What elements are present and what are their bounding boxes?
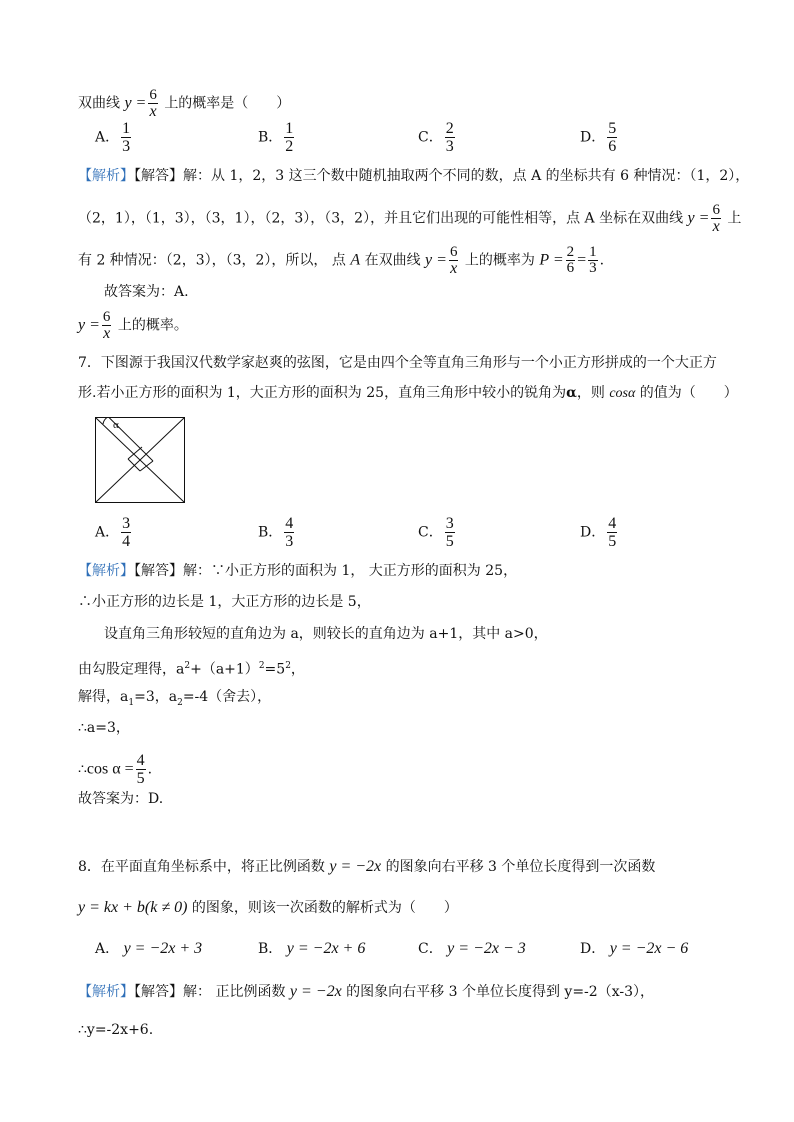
answer-tag: 【解答】 bbox=[134, 984, 183, 1000]
q7-option-c[interactable]: C． $\frac{3}{5}$ bbox=[418, 515, 454, 550]
q6-analysis: y = $\frac{6}{x}$ 上的概率。 bbox=[78, 309, 188, 342]
q6-option-c[interactable]: C． $\frac{2}{3}$ bbox=[418, 120, 454, 155]
q6-option-d-fraction: $\frac{5}{6}$ bbox=[608, 120, 617, 155]
q7-option-b[interactable]: B． $\frac{4}{3}$ bbox=[258, 515, 294, 550]
q7-stem-line2: 形.若小正方形的面积为 1，大正方形的面积为 25，直角三角形中较小的锐角为α，则 cosα 的值为（ ） bbox=[78, 385, 738, 401]
q7-option-a[interactable]: A． $\frac{3}{4}$ bbox=[95, 515, 131, 550]
q6-stem-equation: y = bbox=[124, 94, 147, 112]
q6-option-c-fraction: $\frac{2}{3}$ bbox=[445, 120, 454, 155]
q6-option-b-fraction: $\frac{1}{2}$ bbox=[285, 120, 294, 155]
q7-solution-line7: ∴cos α = $\frac{4}{5}$ . bbox=[78, 752, 153, 787]
q6-option-d[interactable]: D． $\frac{5}{6}$ bbox=[580, 120, 617, 155]
q7-solution-line6: ∴a=3， bbox=[78, 720, 130, 736]
q7-answer: 故答案为：D. bbox=[78, 791, 164, 807]
q6-solution-line2: （2，1），（1，3），（3，1），（2，3），（3，2），并且它们出现的可能性相等，点 A 坐标在双曲线 y = $\frac{6}{x}$ 上 bbox=[78, 202, 742, 235]
q8-solution-line2: ∴y=-2x+6. bbox=[78, 1022, 154, 1038]
q7-solution-line4: 由勾股定理得，$a^2+(a+1)^2=5^2$， bbox=[78, 661, 305, 678]
q6-option-a-fraction: $\frac{1}{3}$ bbox=[122, 120, 131, 155]
q6-stem-tail: 上的概率是（ ） bbox=[164, 95, 291, 112]
q6-stem-fraction: $\frac{6}{x}$ bbox=[149, 87, 157, 120]
q6-option-b[interactable]: B． $\frac{1}{2}$ bbox=[258, 120, 294, 155]
q8-stem-line2: y = kx + b(k ≠ 0) 的图象，则该一次函数的解析式为（ ） bbox=[78, 899, 458, 916]
q8-solution-line1: 【解析】【解答】解： 正比例函数 y = −2x 的图象向右平移 3 个单位长度得到 y=-2（x-3）， bbox=[78, 983, 654, 1000]
q7-stem-line1: 7．下图源于我国汉代数学家赵爽的弦图，它是由四个全等直角三角形与一个小正方形拼成的一个大正方 bbox=[78, 355, 717, 371]
analysis-tag[interactable]: 【解析】 bbox=[78, 984, 134, 1000]
q6-answer: 故答案为：A. bbox=[104, 284, 189, 300]
q6-solution-line3: 有 2 种情况：（2，3），（3，2），所以， 点 A 在双曲线 y = $\frac{6}{x}$ 上的概率为 P = $\frac{2}{6}$ = $\frac{1}{3}$ . bbox=[78, 244, 605, 277]
q8-stem-line1: 8．在平面直角坐标系中，将正比例函数 y = −2x 的图象向右平移 3 个单位长度得到一次函数 bbox=[78, 858, 656, 875]
alpha-label: α bbox=[113, 419, 119, 431]
q7-solution-line2: ∴小正方形的边长是 1，大正方形的边长是 5， bbox=[78, 594, 371, 610]
answer-tag: 【解答】 bbox=[134, 563, 183, 579]
q7-solution-line5: 解得，$a_1=3$，$a_2=-4$（舍去）， bbox=[78, 689, 272, 708]
q6-stem-text: 双曲线 bbox=[78, 95, 120, 112]
angle-arc bbox=[103, 418, 107, 425]
q7-option-d[interactable]: D． $\frac{4}{5}$ bbox=[580, 515, 617, 550]
q8-option-a[interactable]: A． y = −2x + 3 bbox=[95, 940, 203, 957]
q6-solution-line1: 【解析】【解答】解：从 1，2，3 这三个数中随机抽取两个不同的数，点 A 的坐标共有 6 种情况：（1，2）， bbox=[78, 168, 750, 184]
analysis-tag[interactable]: 【解析】 bbox=[78, 168, 134, 184]
q7-solution-line1: 【解析】【解答】解：∵小正方形的面积为 1， 大正方形的面积为 25， bbox=[78, 563, 518, 579]
q6-stem bbox=[78, 88, 290, 119]
answer-tag: 【解答】 bbox=[134, 168, 183, 184]
q8-option-d[interactable]: D． y = −2x − 6 bbox=[580, 940, 689, 957]
xian-tu-diagram bbox=[95, 417, 187, 505]
analysis-tag[interactable]: 【解析】 bbox=[78, 563, 134, 579]
q7-solution-line3: 设直角三角形较短的直角边为 a，则较长的直角边为 a+1，其中 a>0， bbox=[104, 626, 548, 642]
q8-option-b[interactable]: B． y = −2x + 6 bbox=[258, 940, 366, 957]
q8-option-c[interactable]: C． y = −2x − 3 bbox=[418, 940, 526, 957]
q6-option-a[interactable]: A． $\frac{1}{3}$ bbox=[95, 120, 131, 155]
